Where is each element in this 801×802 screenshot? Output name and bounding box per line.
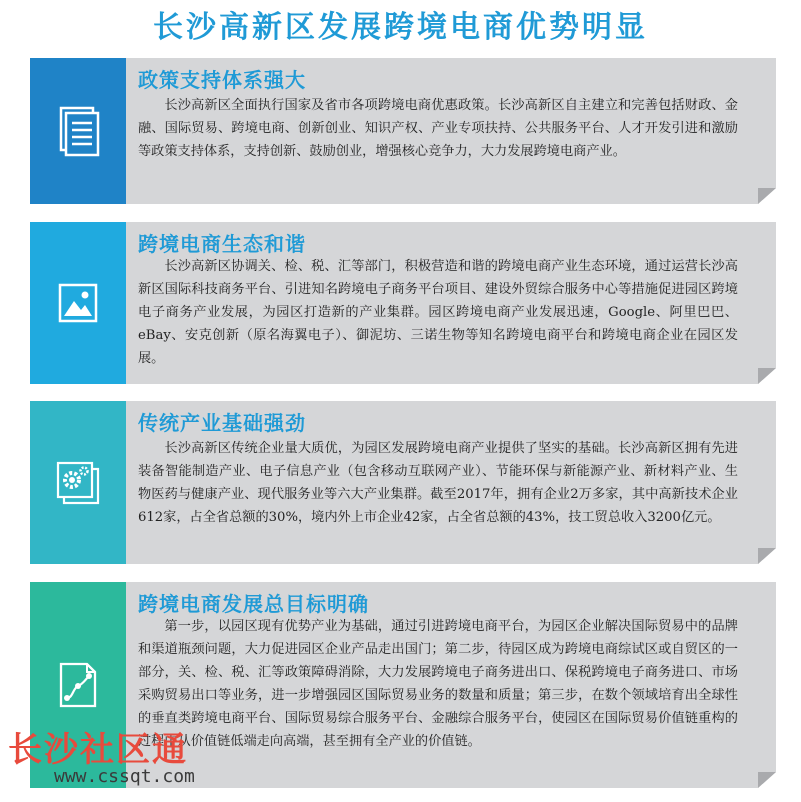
image-icon xyxy=(47,272,109,334)
section-body: 长沙高新区协调关、检、税、汇等部门，积极营造和谐的跨境电商产业生态环境，通过运营长沙高新区国际科技商务平台、引进知名跨境电子商务平台项目、建设外贸综合服务中心等措施促进园区跨境电子商务产业发展，为园区打造新的产业集群。园区跨境电商产业发展迅速，Google、阿里巴巴、eBay、安克创新（原名海翼电子）、御泥坊、三诺生物等知名跨境电商平台和跨境电商企业在园区发展。 xyxy=(138,259,738,366)
section-ecosystem xyxy=(30,222,776,384)
section-body: 长沙高新区传统企业量大质优，为园区发展跨境电商产业提供了坚实的基础。长沙高新区拥有先进装备智能制造产业、电子信息产业（包含移动互联网产业）、节能环保与新能源产业、新材料产业、生物医药与健康产业、现代服务业等六大产业集群。截至2017年，拥有企业2万多家，其中高新技术企业612家，占全省总额的30%，境内外上市企业42家，占全省总额的43%，技工贸总收入3200亿元。 xyxy=(138,441,738,525)
panel-corner-fold xyxy=(758,772,776,788)
panel-corner-fold xyxy=(758,368,776,384)
panel-corner-fold xyxy=(758,548,776,564)
section-icon-box xyxy=(30,58,126,204)
watermark-url: www.cssqt.com xyxy=(54,766,195,787)
section-body: 长沙高新区全面执行国家及省市各项跨境电商优惠政策。长沙高新区自主建立和完善包括财政、金融、国际贸易、跨境电商、创新创业、知识产权、产业专项扶持、公共服务平台、人才开发引进和激励等政策支持体系，支持创新、鼓励创业，增强核心竞争力，大力发展跨境电商产业。 xyxy=(138,98,738,159)
section-heading: 政策支持体系强大 xyxy=(138,68,306,92)
page-title: 长沙高新区发展跨境电商优势明显 xyxy=(153,10,648,45)
section-policy xyxy=(30,58,776,204)
watermark-text: 长沙社区通 xyxy=(8,730,188,770)
panel-corner-fold xyxy=(758,188,776,204)
section-icon-box xyxy=(30,222,126,384)
watermark xyxy=(8,722,268,802)
section-industry xyxy=(30,401,776,564)
route-icon xyxy=(47,654,109,716)
gear-icon xyxy=(47,452,109,514)
section-icon-box xyxy=(30,401,126,564)
section-heading: 跨境电商生态和谐 xyxy=(138,232,306,256)
document-icon xyxy=(47,100,109,162)
section-heading: 跨境电商发展总目标明确 xyxy=(138,592,369,616)
section-body: 第一步，以园区现有优势产业为基础，通过引进跨境电商平台，为园区企业解决国际贸易中的品牌和渠道瓶颈问题，大力促进园区企业产品走出国门；第二步，待园区成为跨境电商综试区或自贸区的一部分，关、检、税、汇等政策障碍消除，大力发展跨境电子商务进出口、保税跨境电子商务进口、市场采购贸易出口等业务，进一步增强园区国际贸易业务的数量和质量；第三步，在数个领域培育出全球性的垂直类跨境电商平台、国际贸易综合服务平台、金融综合服务平台，使园区在国际贸易价值链重构的过程中从价值链低端走向高端，甚至拥有全产业的价值链。 xyxy=(138,619,738,749)
section-heading: 传统产业基础强劲 xyxy=(138,411,306,435)
